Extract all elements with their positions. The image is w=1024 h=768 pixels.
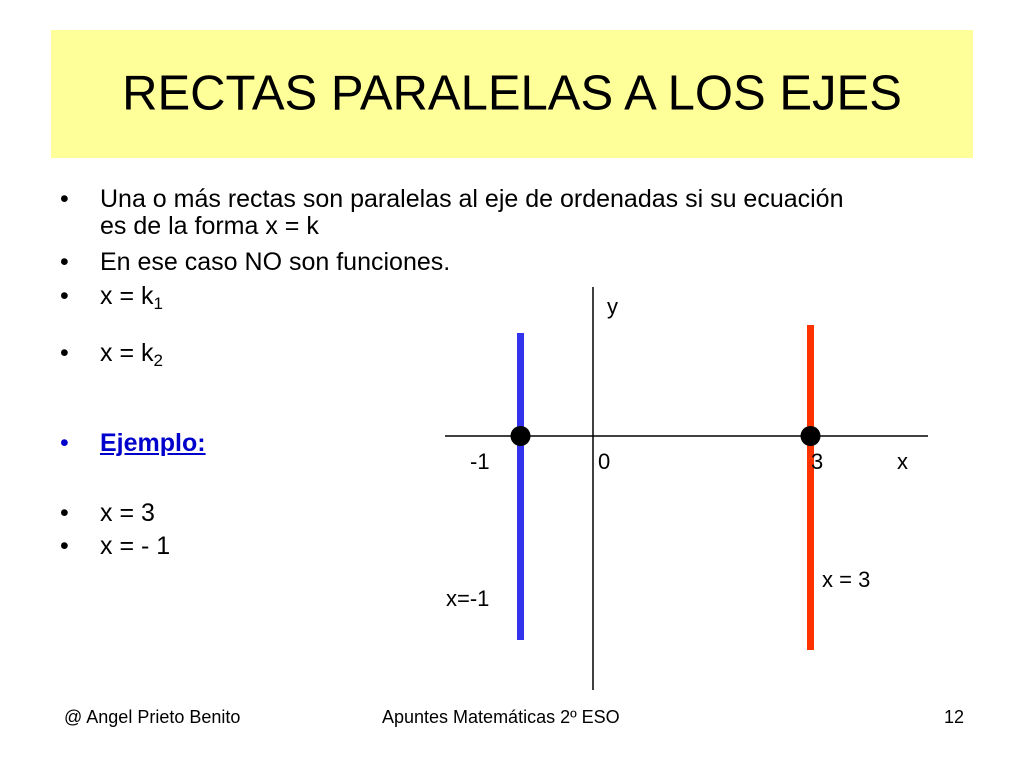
equation-main: x = k <box>100 282 154 310</box>
y-axis-label: y <box>607 294 618 319</box>
bullet-6-text: x = 3 <box>100 499 155 527</box>
bullet-dot: • <box>60 429 69 457</box>
bullet-dot: • <box>60 532 69 560</box>
line-label-x-minus-1: x=-1 <box>446 586 490 611</box>
tick-label-minus-1: -1 <box>470 449 490 474</box>
bullet-dot: • <box>60 499 69 527</box>
equation-main: x = k <box>100 339 154 367</box>
bullet-dot: • <box>60 282 69 310</box>
bullet-dot: • <box>60 185 69 213</box>
equation-subscript: 2 <box>153 351 163 370</box>
equation-subscript: 1 <box>153 294 163 313</box>
footer-author: @ Angel Prieto Benito <box>64 707 241 727</box>
intersection-point-minus-1 <box>511 426 531 446</box>
line-label-x-3: x = 3 <box>822 567 871 592</box>
example-heading: Ejemplo: <box>100 429 206 457</box>
footer-page-number: 12 <box>944 707 965 727</box>
tick-label-3: 3 <box>811 449 824 474</box>
intersection-point-3 <box>801 426 821 446</box>
bullet-dot: • <box>60 339 69 367</box>
tick-label-0: 0 <box>598 449 611 474</box>
bullet-1-line-2: es de la forma x = k <box>100 212 319 240</box>
bullet-1-line-1: Una o más rectas son paralelas al eje de ordenadas si su ecuación <box>100 185 844 213</box>
bullet-2-text: En ese caso NO son funciones. <box>100 248 451 276</box>
bullet-7-text: x = - 1 <box>100 532 171 560</box>
slide-title: RECTAS PARALELAS A LOS EJES <box>122 66 902 121</box>
footer-course: Apuntes Matemáticas 2º ESO <box>382 707 620 727</box>
bullet-dot: • <box>60 248 69 276</box>
x-axis-label: x <box>897 449 908 474</box>
